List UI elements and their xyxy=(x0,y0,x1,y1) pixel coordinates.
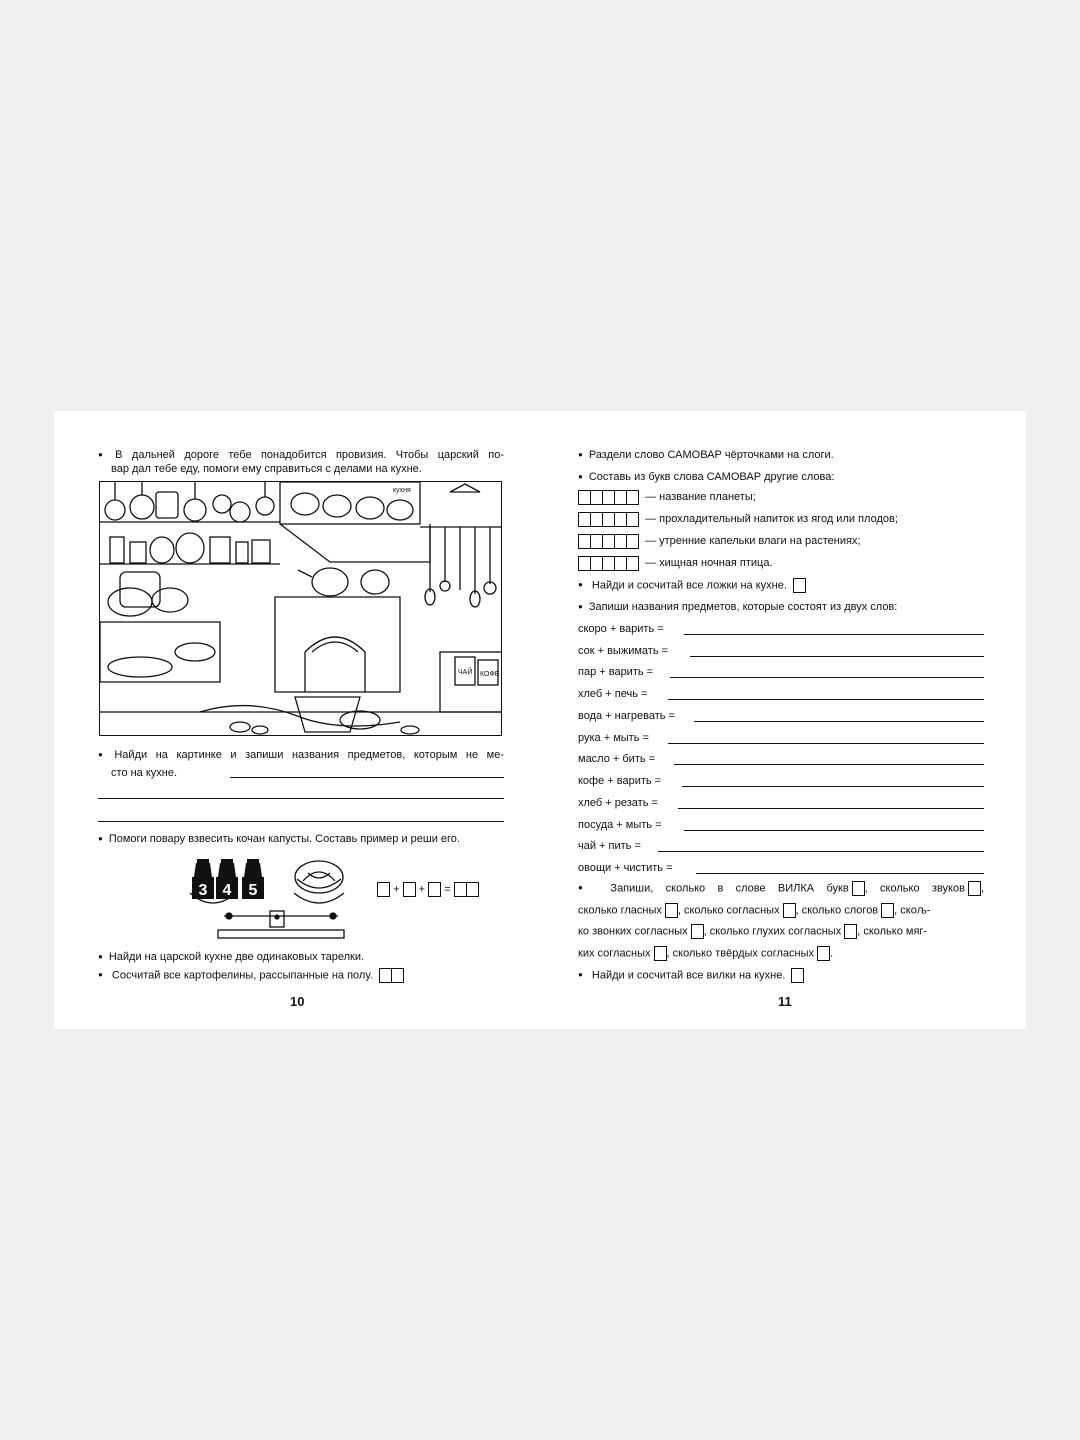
answer-line-3[interactable] xyxy=(98,821,504,822)
answer-line[interactable] xyxy=(674,764,984,765)
spoons-answer-box[interactable] xyxy=(793,578,806,593)
compound-label: кофе + варить = xyxy=(578,775,662,787)
compound-label: скоро + варить = xyxy=(578,623,664,635)
answer-line[interactable] xyxy=(678,808,984,809)
result-box-2[interactable] xyxy=(466,882,479,897)
equals-sign: = xyxy=(444,883,451,896)
compound-label: рука + мыть = xyxy=(578,732,649,744)
intro-text-line1: ● В дальней дороге тебе понадобится провизия. Чтобы царский по- xyxy=(98,448,504,463)
letter-boxes-4 xyxy=(578,556,638,571)
plus-sign-1: + xyxy=(393,883,400,896)
vowels-count-box[interactable] xyxy=(665,903,678,918)
answer-line[interactable] xyxy=(670,677,984,678)
weight-4-label: 4 xyxy=(222,882,232,899)
vilka-text-5: , сколько слогов xyxy=(795,904,879,917)
task-syllables: ● Раздели слово САМОВАР чёрточками на слоги. xyxy=(578,448,834,463)
intro-text-line2: вар дал тебе еду, помоги ему справиться с делами на кухне. xyxy=(111,463,422,475)
vilka-text-8: , сколько глухих согласных xyxy=(703,925,842,938)
letters-count-box[interactable] xyxy=(852,881,865,896)
vilka-text-9: , сколько мяг- xyxy=(857,925,928,938)
task-find-line1: ● Найди на картинке и запиши названия предметов, которым не ме- xyxy=(98,748,504,763)
letter-box[interactable] xyxy=(626,556,639,571)
vilka-text-3: сколько гласных xyxy=(578,904,662,917)
compound-label: пар + варить = xyxy=(578,666,654,678)
letter-boxes-2 xyxy=(578,512,638,527)
vilka-text-6: , скољ- xyxy=(894,904,931,917)
voiced-count-box[interactable] xyxy=(691,924,704,939)
answer-line-1[interactable] xyxy=(230,777,504,778)
compound-label: овощи + чистить = xyxy=(578,862,673,874)
book-spread xyxy=(54,411,1026,1029)
vilka-text-7: ко звонких согласных xyxy=(578,925,688,938)
task-compound: ● Запиши названия предметов, которые состоят из двух слов: xyxy=(578,600,897,615)
task-weigh: ● Помоги повару взвесить кочан капусты. Составь пример и реши его. xyxy=(98,832,460,847)
compound-label: вода + нагревать = xyxy=(578,710,675,722)
weigh-equation xyxy=(377,882,478,897)
compound-label: хлеб + резать = xyxy=(578,797,658,809)
vilka-text-2: , сколько звуков xyxy=(864,882,965,895)
answer-line[interactable] xyxy=(694,721,984,722)
jar-label-tea: ЧАЙ xyxy=(458,669,473,676)
letter-boxes-1 xyxy=(578,490,638,505)
task-compose: ● Составь из букв слова САМОВАР другие слова: xyxy=(578,470,834,485)
vilka-line-4 xyxy=(578,946,984,961)
soft-count-box[interactable] xyxy=(654,946,667,961)
voiceless-count-box[interactable] xyxy=(844,924,857,939)
word-clue-1: — название планеты; xyxy=(645,491,756,504)
task-forks-text: Найди и сосчитай все вилки на кухне. xyxy=(591,969,786,982)
illustration-sign-label: кухня xyxy=(393,487,411,494)
vilka-text-4: , сколько согласных xyxy=(677,904,780,917)
word-clue-3: — утренние капельки влаги на растениях; xyxy=(645,535,861,548)
task-find-line2: сто на кухне. xyxy=(111,767,178,779)
task-potatoes xyxy=(98,968,403,983)
compound-label: сок + выжимать = xyxy=(578,645,669,657)
page-number-right: 11 xyxy=(778,994,792,1009)
answer-line[interactable] xyxy=(684,634,984,635)
kitchen-illustration xyxy=(99,481,502,736)
compound-label: посуда + мыть = xyxy=(578,819,662,831)
equation-box-2[interactable] xyxy=(403,882,416,897)
weight-3-label: 3 xyxy=(198,882,208,899)
letter-box[interactable] xyxy=(626,490,639,505)
answer-line-2[interactable] xyxy=(98,798,504,799)
task-potatoes-text: Сосчитай все картофелины, рассыпанные на полу. xyxy=(111,969,373,982)
letter-box[interactable] xyxy=(626,512,639,527)
left-page xyxy=(98,411,504,1029)
equation-box-3[interactable] xyxy=(428,882,441,897)
answer-line[interactable] xyxy=(682,786,984,787)
right-page xyxy=(578,411,984,1029)
vilka-text-1: Запиши, сколько в слове ВИЛКА букв xyxy=(610,882,849,895)
letter-box[interactable] xyxy=(626,534,639,549)
vilka-line-1 xyxy=(578,881,984,896)
word-clue-row-2 xyxy=(578,512,898,527)
vilka-text-11: , сколько твёрдых согласных xyxy=(666,947,815,960)
answer-line[interactable] xyxy=(668,699,984,700)
vilka-text-12: . xyxy=(830,947,834,960)
equation-box-1[interactable] xyxy=(377,882,390,897)
compound-label: масло + бить = xyxy=(578,753,656,765)
hard-count-box[interactable] xyxy=(817,946,830,961)
vilka-line-2 xyxy=(578,903,984,918)
task-spoons xyxy=(578,578,806,593)
answer-line[interactable] xyxy=(690,656,984,657)
task-plates: ● Найди на царской кухне две одинаковых тарелки. xyxy=(98,950,364,965)
plus-sign-2: + xyxy=(418,883,426,896)
answer-line[interactable] xyxy=(684,830,984,831)
task-forks xyxy=(578,968,804,983)
syllables-count-box[interactable] xyxy=(881,903,894,918)
kitchen-scene-drawing xyxy=(100,482,502,736)
task-spoons-text: Найди и сосчитай все ложки на кухне. xyxy=(591,579,787,592)
answer-line[interactable] xyxy=(668,743,984,744)
vilka-text-2b: , xyxy=(980,882,984,895)
compound-label: хлеб + печь = xyxy=(578,688,648,700)
page-number-left: 10 xyxy=(290,994,305,1009)
consonants-count-box[interactable] xyxy=(783,903,796,918)
forks-answer-box[interactable] xyxy=(791,968,804,983)
word-clue-row-4 xyxy=(578,556,773,571)
compound-label: чай + пить = xyxy=(578,840,641,852)
weights-group xyxy=(192,859,264,899)
sounds-count-box[interactable] xyxy=(968,881,981,896)
vilka-line-3 xyxy=(578,924,984,939)
word-clue-2: — прохладительный напиток из ягод или плодов; xyxy=(645,513,898,526)
word-clue-row-1 xyxy=(578,490,756,505)
word-clue-4: — хищная ночная птица. xyxy=(645,557,773,570)
word-clue-row-3 xyxy=(578,534,861,549)
equation-result-boxes xyxy=(454,882,478,897)
scales-drawing xyxy=(168,849,358,941)
answer-line[interactable] xyxy=(658,851,984,852)
vilka-text-10: ких согласных xyxy=(578,947,651,960)
letter-boxes-3 xyxy=(578,534,638,549)
answer-line[interactable] xyxy=(696,873,984,874)
potatoes-answer-boxes xyxy=(379,968,403,983)
potatoes-box-2[interactable] xyxy=(391,968,404,983)
jar-label-coffee: КОФЕ xyxy=(480,671,500,678)
weight-5-label: 5 xyxy=(248,882,258,899)
